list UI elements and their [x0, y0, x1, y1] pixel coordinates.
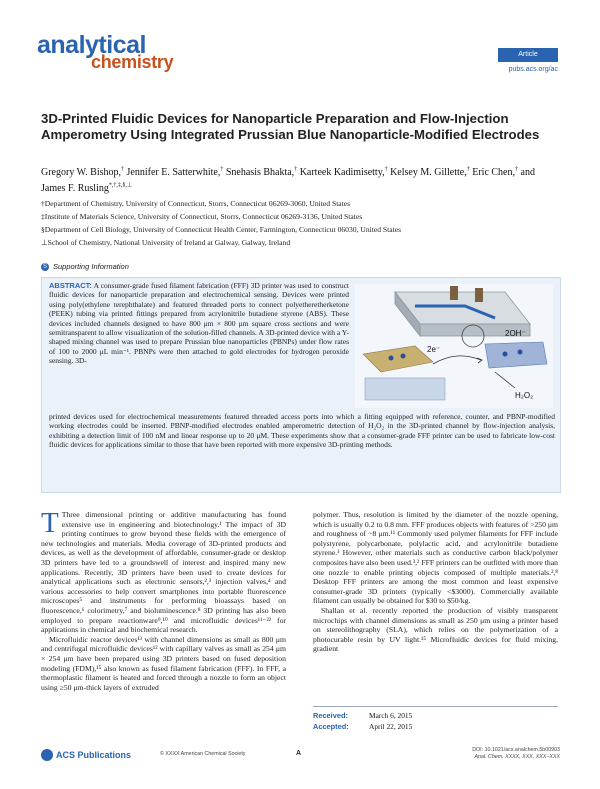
article-type-badge: Article: [498, 48, 558, 62]
copyright-notice: © XXXX American Chemical Society: [160, 751, 246, 757]
body-column-right: [313, 510, 558, 654]
abstract-text-part2: printed devices used for electrochemical measurements featured threaded access ports into which a fitting equipped with reference, counter, and PBNP-modified working electrodes could be inserted. PBNP-modified electrodes enabled amperometric detection of H₂O₂ in the 3D-printed channel by flow-injection analysis, exhibiting a detection limit of 100 nM and linear response up to 20 μM. These experiments show that a consumer-grade FFF printer can be used to fabricate low-cost fluidic devices for applications similar to those that have been reported with more expensive 3D-printing methods.: [49, 412, 555, 450]
toc-label-electrons: 2e⁻: [427, 345, 441, 354]
affiliation: †Department of Chemistry, University of Connecticut, Storrs, Connecticut 06269-3060, United States: [41, 199, 351, 208]
affiliation: ‡Institute of Materials Science, University of Connecticut, Storrs, Connecticut 06269-3136, United States: [41, 212, 363, 221]
body-paragraph: Shallan et al. recently reported the production of visibly transparent microchips with channel dimensions as small as 250 μm using a printer based on stereolithography (SLA), which relies on the polymerization of a photocurable resin by UV light.¹⁵ Microfluidic devices for fluid mixing, gradient: [313, 605, 558, 654]
fitting-port: [450, 286, 458, 300]
journal-url-link[interactable]: pubs.acs.org/ac: [508, 66, 558, 73]
abstract-text-part1: ABSTRACT: A consumer-grade fused filament fabrication (FFF) 3D printer was used to construct fluidic devices for nanoparticle preparation and electrochemical sensing. Devices were printed using poly(ethylene terephthalate) and featured threaded ports to connect polyetheretherketone (PEEK) tubing via printed fittings prepared from acrylonitrile butadiene styrene (ABS). These devices included channels designed to have 800 μm × 800 μm square cross sections and were semitransparent to allow visualization of the solution-filled channels. A 3D-printed device with a Y-shaped mixing channel was used to prepare Prussian blue nanoparticles (PBNPs) under flow rates of 100 to 2000 μL min⁻¹. PBNPs were then attached to gold electrodes for hydrogen peroxide sensing. 3D-: [49, 281, 349, 366]
affiliation: ⊥School of Chemistry, National University of Ireland at Galway, Galway, Ireland: [41, 238, 291, 247]
author[interactable]: Snehasis Bhakta,†: [225, 167, 298, 179]
article-title: 3D-Printed Fluidic Devices for Nanoparticle Preparation and Flow-Injection Amperometry Using Integrated Prussian Blue Nanoparticle-Modified Electrodes: [41, 111, 540, 142]
dropcap: T: [41, 507, 59, 539]
received-label: Received:: [313, 711, 348, 720]
acs-logo-icon: [41, 749, 53, 761]
fitting-port: [475, 288, 483, 302]
author-list: [41, 164, 561, 195]
toc-graphic: [355, 284, 553, 408]
pbnp-layer: [365, 378, 445, 400]
supporting-information-link[interactable]: S Supporting Information: [42, 262, 129, 271]
page-number: A: [296, 750, 302, 757]
author[interactable]: Gregory W. Bishop,†: [41, 167, 124, 179]
journal-logo-analytical: analytical: [37, 31, 146, 59]
received-date: March 6, 2015: [369, 711, 413, 720]
abstract-heading: ABSTRACT:: [49, 281, 92, 290]
nanoparticle: [503, 352, 508, 357]
publication-dates: [313, 706, 558, 732]
acs-publications-logo[interactable]: ACS Publications: [41, 749, 131, 761]
nanoparticle: [401, 354, 406, 359]
author[interactable]: Eric Chen,†: [472, 167, 518, 179]
body-column-left: [41, 507, 286, 692]
author[interactable]: Kelsey M. Gillette,†: [390, 167, 470, 179]
author[interactable]: and James F. Rusling*,†,‡,§,⊥: [41, 167, 535, 194]
electrode-surface-right: [485, 342, 547, 368]
intro-paragraph: T Three dimensional printing or additive manufacturing has found extensive use in engineering and biotechnology.¹ The impact of 3D printing continues to grow beyond these fields with the emergence of new technologies and materials. Media coverage of 3D-printed products and devices, as well as the development of affordable, consumer-grade or desktop 3D printers have led to a groundswell of interest and inspired many new applications. Recently, 3D printers have been used to create devices for analytical applications such as electronic sensors,²,³ injection valves,⁴ and various accessories to help convert smartphones into portable fluorescence microscopes⁵ and instruments for performing bioassays based on fluorescence,⁶ colorimetry,⁷ and bioluminescence.⁸ 3D printing has also been employed to prepare reactionware⁹,¹⁰ and microfluidic devices¹¹⁻²² for applications in chemical and biochemical research.: [41, 507, 286, 635]
author[interactable]: Jennifer E. Satterwhite,†: [126, 167, 224, 179]
accepted-date: April 22, 2015: [369, 722, 413, 731]
author[interactable]: Karteek Kadimisetty,†: [299, 167, 388, 179]
body-paragraph: Microfluidic reactor devices¹³ with channel dimensions as small as 800 μm and centrifugal microfluidic devices¹² with capillary valves as small as 254 μm × 254 μm have been prepared using 3D printers based on fused deposition modeling (FDM),¹⁵ also known as fused filament fabrication (FFF). In FFF, a thermoplastic filament is heated and forced through a nozzle to form an object using ≥50 μm-thick layers of extruded: [41, 634, 286, 692]
accepted-label: Accepted:: [313, 722, 349, 731]
affiliation: §Department of Cell Biology, University of Connecticut Health Center, Farmington, Connecticut 06030, United States: [41, 225, 402, 234]
toc-label-peroxide: H₂O₂: [515, 391, 534, 400]
nanoparticle: [389, 356, 394, 361]
doi-citation[interactable]: DOI: 10.1021/acs.analchem.5b00903 Anal. Chem. XXXX, XXX, XXX−XXX: [472, 747, 560, 760]
toc-label-hydroxide: 2OH⁻: [505, 329, 526, 338]
supporting-info-icon: S: [42, 263, 47, 270]
nanoparticle: [518, 350, 523, 355]
journal-logo-chemistry: chemistry: [91, 52, 174, 72]
body-paragraph: polymer. Thus, resolution is limited by the diameter of the nozzle opening, which is usually 0.2 to 0.8 mm. FFF produces objects with features of >250 μm and roughness of ~8 μm.¹¹ Commonly used polymer filaments for FFF include polystyrene, polycarbonate, polylactic acid, and acrylonitrile butadiene styrene.¹ However, other materials such as conductive carbon black/polymer composites have also been used.³,² FFF printers can be outfitted with more than one nozzle to enable printing objects composed of multiple materials.²,⁸ Desktop FFF printers are among the most common and least expensive consumer-grade 3D printers (typically <$3000). Commercially available filament can usually be obtained for $30 to $50/kg.: [313, 510, 558, 606]
